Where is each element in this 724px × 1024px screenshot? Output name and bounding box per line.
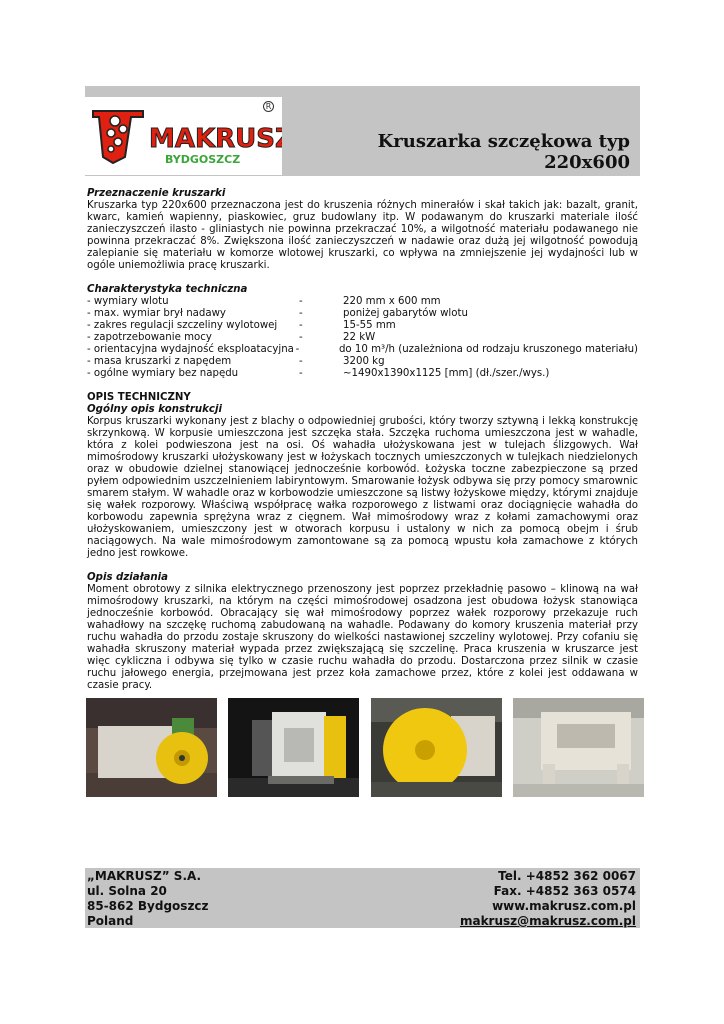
specs-heading: Charakterystyka techniczna <box>87 284 248 295</box>
street: ul. Solna 20 <box>87 884 167 898</box>
phone: Tel. +4852 362 0067 <box>498 869 636 883</box>
spec-value: 220 mm x 600 mm <box>343 296 441 307</box>
photo-strip <box>86 698 646 798</box>
operation-heading: Opis działania <box>87 572 168 583</box>
spec-dash: - <box>299 296 303 307</box>
svg-text:MAKRUSZ: MAKRUSZ <box>149 124 282 154</box>
spec-label: - wymiary wlotu <box>87 296 169 307</box>
specs-list <box>87 296 638 380</box>
crusher-photo <box>228 698 359 797</box>
spec-row <box>87 344 638 356</box>
website-link[interactable]: www.makrusz.com.pl <box>492 899 636 913</box>
spec-dash: - <box>299 332 303 343</box>
spec-dash: - <box>299 368 303 379</box>
crusher-photo <box>371 698 502 797</box>
spec-label: - zakres regulacji szczeliny wylotowej <box>87 320 278 331</box>
tech-heading: OPIS TECHNICZNY <box>87 392 191 403</box>
footer-contact <box>460 869 636 929</box>
logo <box>85 97 282 175</box>
spec-label: - ogólne wymiary bez napędu <box>87 368 239 379</box>
spec-dash: - <box>295 344 300 355</box>
spec-row <box>87 320 638 332</box>
spec-dash: - <box>299 308 303 319</box>
footer-address <box>87 869 209 929</box>
spec-value: 15-55 mm <box>343 320 396 331</box>
spec-dash: - <box>299 356 303 367</box>
construction-heading: Ogólny opis konstrukcji <box>87 404 222 415</box>
spec-value: 3200 kg <box>343 356 385 367</box>
company-name: „MAKRUSZ” S.A. <box>87 869 202 883</box>
main-content <box>87 188 638 692</box>
fax: Fax. +4852 363 0574 <box>493 884 636 898</box>
city: 85-862 Bydgoszcz <box>87 899 209 913</box>
email-link[interactable]: makrusz@makrusz.com.pl <box>459 914 636 928</box>
page-title: Kruszarka szczękowa typ 220x600 <box>377 131 630 173</box>
spec-dash: - <box>299 320 303 331</box>
spec-value: do 10 m³/h (uzależniona od rodzaju kruszonego materiału) <box>338 344 638 355</box>
purpose-text: Kruszarka typ 220x600 przeznaczona jest do kruszenia różnych minerałów i skał takich jak: bazalt, granit, kwarc, kamień wapienny, piaskowiec, gruz budowlany itp. W podawanym do kruszarki materiale ilość zanieczyszczeń ilasto - gliniastych nie powinna przekraczać 10%, a wilgotność materiału podawanego nie powinna przekraczać 8%. Zwiększona ilość zanieczyszczeń w nadawie oraz dużą jej wilgotność powodują zalepianie się materiału w komorze wlotowej kruszarki, co wpływa na zmniejszenie jej wydajności lub w ogóle uniemożliwia pracę kruszarki. <box>87 200 638 271</box>
spec-label: - orientacyjna wydajność eksploatacyjna <box>87 344 294 355</box>
purpose-heading: Przeznaczenie kruszarki <box>87 188 226 199</box>
construction-text: Korpus kruszarki wykonany jest z blachy o odpowiedniej grubości, który tworzy sztywną i lekką konstrukcję skrzynkową. W korpusie umieszczona jest szczęka stała. Szczęka ruchoma umieszczona jest w wahadle, która z kolei podwieszona jest na osi. Oś wahadła ułożyskowana jest w tulejach ślizgowych. Wał mimośrodowy kruszarki ułożyskowany jest w łożyskach tocznych umieszczonych w tulejkach niedzielonych oraz w obudowie dzielnej stanowiącej jednocześnie korbowód. Łożyska toczne zabezpieczone są przed pyłem odpowiednim uszczelnieniem labiryntowym. Smarowanie łożysk odbywa się przy pomocy smarownic smarem stałym. W wahadle oraz w korbowodzie umieszczone są listwy łożyskowe między, którymi znajduje się wałek rozporowy. Właściwą współpracę wałka rozporowego z listwami oraz dociągnięcie wahadła do korbowodu zapewnia sprężyna wraz z cięgnem. Wał mimośrodowy wraz z kołami zamachowymi oraz ułożyskowaniem, umieszczony jest w otworach korpusu i ustalony w nich za pomocą obejm i śrub naciągowych. Na wale mimośrodowym zamontowane są za pomocą wpustu koła zamachowe z których jedno jest rowkowe. <box>87 416 638 559</box>
spec-label: - masa kruszarki z napędem <box>87 356 232 367</box>
spec-value: ~1490x1390x1125 [mm] (dł./szer./wys.) <box>343 368 550 379</box>
spec-row <box>87 308 638 320</box>
svg-text:BYDGOSZCZ: BYDGOSZCZ <box>165 153 241 166</box>
spec-value: 22 kW <box>343 332 376 343</box>
spec-value: poniżej gabarytów wlotu <box>343 308 468 319</box>
spec-row <box>87 368 638 380</box>
crusher-photo <box>86 698 217 797</box>
registered-mark: R <box>263 101 274 112</box>
spec-row <box>87 356 638 368</box>
makrusz-logo-graphic <box>85 97 282 175</box>
country: Poland <box>87 914 134 928</box>
spec-label: - max. wymiar brył nadawy <box>87 308 226 319</box>
spec-row <box>87 332 638 344</box>
operation-text: Moment obrotowy z silnika elektrycznego przenoszony jest poprzez przekładnię pasowo – klinową na wał mimośrodowy kruszarki, na którym na części mimośrodowej osadzona jest obudowa łożysk stanowiąca jednocześnie korbowód. Obracający się wał mimośrodowy poprzez wałek rozporowy przekazuje ruch wahadłowy na szczękę ruchomą zabudowaną na wahadle. Podawany do komory kruszenia materiał przy ruchu wahadła do przodu zostaje skruszony do wielkości nastawionej szczeliny wylotowej. Przy cofaniu się wahadła skruszony materiał wypada przez zwiększającą się szczelinę. Praca kruszenia w kruszarce jest więc cykliczna i odbywa się tylko w czasie ruchu wahadła do przodu. Dostarczona przez silnik w czasie ruchu jałowego energia, przejmowana jest przez koła zamachowe przez, które z kolei jest oddawana w czasie pracy. <box>87 584 638 691</box>
spec-label: - zapotrzebowanie mocy <box>87 332 212 343</box>
spec-row <box>87 296 638 308</box>
crusher-photo <box>513 698 644 797</box>
